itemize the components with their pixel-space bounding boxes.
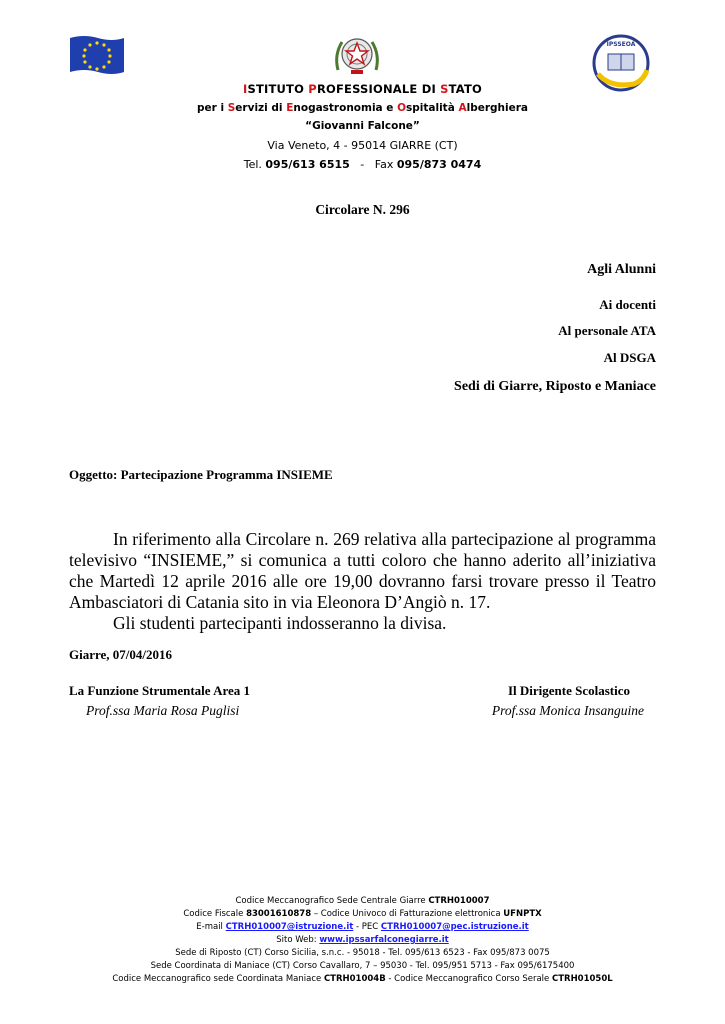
institute-services-segment: O: [397, 102, 407, 114]
footer-tax-codes: Codice Fiscale 83001610878 – Codice Univoco di Fatturazione elettronica UFNPTX: [183, 909, 542, 919]
signature-left-name: Prof.ssa Maria Rosa Puglisi: [86, 703, 240, 718]
recipient-dsga: Al DSGA: [603, 350, 656, 365]
document-footer: [0, 895, 725, 986]
institute-services-segment: spitalità: [406, 102, 459, 114]
institute-name-line: [0, 82, 725, 97]
institute-name-segment: TATO: [448, 82, 482, 96]
institute-contacts: [0, 157, 725, 172]
institute-services-line: [0, 101, 725, 116]
recipient-sites: Sedi di Giarre, Riposto e Maniace: [454, 379, 656, 394]
pec-link[interactable]: CTRH010007@pec.istruzione.it: [380, 922, 529, 932]
fax-label: Fax: [374, 158, 394, 171]
footer-riposto-site: Sede di Riposto (CT) Corso Sicilia, s.n.c. - 95018 - Tel. 095/613 6523 - Fax 095/873 0075: [175, 948, 550, 958]
institute-name-segment: S: [440, 82, 449, 96]
institute-header: [0, 82, 725, 172]
institute-services-segment: ervizi di: [235, 102, 287, 114]
signature-left-title: La Funzione Strumentale Area 1: [69, 683, 251, 698]
body-paragraph: In riferimento alla Circolare n. 269 relativa alla partecipazione al programma televisivo “INSIEME,” si comunica a tutti coloro che hanno aderito all’iniziativa che Martedì 12 aprile 2016 alle ore 19,00 dovranno farsi trovare presso il Teatro Ambasciatori di Catania sito in via Eleonora D’Angiò n. 17.: [69, 529, 656, 612]
institute-services-segment: nogastronomia e: [293, 102, 398, 114]
contact-separator: -: [360, 158, 365, 171]
website-link[interactable]: www.ipssarfalconegiarre.it: [319, 935, 449, 945]
body-paragraph-uniform: Gli studenti partecipanti indosseranno la divisa.: [113, 613, 447, 633]
institute-services-segment: per i: [197, 102, 228, 114]
signature-right-title: Il Dirigente Scolastico: [507, 683, 630, 698]
footer-website: Sito Web: www.ipssarfalconegiarre.it: [276, 935, 449, 945]
institute-address: Via Veneto, 4 - 95014 GIARRE (CT): [267, 139, 458, 152]
fax-number: 095/873 0474: [396, 158, 482, 171]
letter-date: Giarre, 07/04/2016: [69, 647, 173, 662]
subject-line: Oggetto: Partecipazione Programma INSIEME: [69, 467, 333, 482]
institute-services-segment: S: [227, 102, 236, 114]
institute-services-segment: A: [458, 102, 467, 114]
recipient-ata-staff: Al personale ATA: [558, 323, 656, 338]
email-link[interactable]: CTRH010007@istruzione.it: [225, 922, 354, 932]
footer-emails: E-mail CTRH010007@istruzione.it - PEC CTRH010007@pec.istruzione.it: [196, 922, 529, 932]
footer-other-codes: Codice Meccanografico sede Coordinata Maniace CTRH01004B - Codice Meccanografico Corso Serale CTRH01050L: [112, 974, 613, 984]
circolare-number: Circolare N. 296: [315, 202, 410, 217]
institute-name-segment: P: [308, 82, 317, 96]
recipient-students: Agli Alunni: [587, 262, 656, 277]
eu-flag-logo: [68, 34, 126, 76]
footer-maniace-site: Sede Coordinata di Maniace (CT) Corso Cavallaro, 7 – 95030 - Tel. 095/951 5713 - Fax 095/6175400: [150, 961, 575, 971]
italian-republic-emblem-logo: [332, 30, 382, 80]
school-logo-text: IPSSEOA: [606, 41, 636, 48]
tel-number: 095/613 6515: [265, 158, 350, 171]
signature-right-name: Prof.ssa Monica Insanguine: [491, 703, 644, 718]
recipient-teachers: Ai docenti: [599, 297, 656, 312]
letter-body: [69, 529, 656, 634]
institute-name-segment: I: [242, 82, 248, 96]
institute-services-segment: E: [286, 102, 294, 114]
institute-services-segment: lberghiera: [466, 102, 528, 114]
tel-label: Tel.: [243, 158, 262, 171]
institute-dedication: “Giovanni Falcone”: [305, 120, 420, 132]
footer-main-code: Codice Meccanografico Sede Centrale Giarre CTRH010007: [235, 896, 490, 906]
institute-name-segment: STITUTO: [247, 82, 309, 96]
institute-name-segment: ROFESSIONALE DI: [316, 82, 441, 96]
